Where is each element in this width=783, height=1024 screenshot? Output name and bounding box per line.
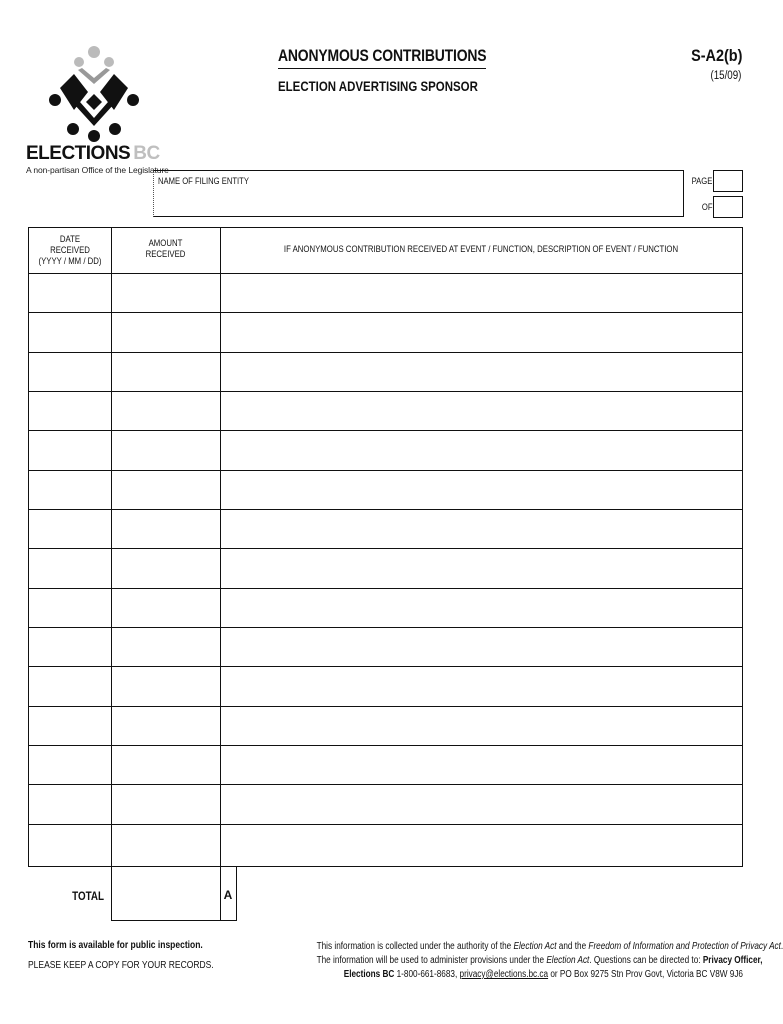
date-received-cell[interactable]	[29, 549, 111, 587]
column-header-date: DATE RECEIVED (YYYY / MM / DD)	[38, 234, 102, 267]
column-header-description: IF ANONYMOUS CONTRIBUTION RECEIVED AT EVENT / FUNCTION, DESCRIPTION OF EVENT / FUNCTION	[283, 244, 679, 255]
event-description-cell[interactable]	[220, 431, 742, 469]
filing-entity-label: NAME OF FILING ENTITY	[158, 176, 249, 186]
page-label: PAGE	[691, 176, 712, 186]
column-header-amount: AMOUNT RECEIVED	[145, 238, 186, 260]
date-received-cell[interactable]	[29, 825, 111, 863]
date-received-cell[interactable]	[29, 274, 111, 312]
keep-copy-notice: PLEASE KEEP A COPY FOR YOUR RECORDS.	[28, 960, 214, 971]
date-received-cell[interactable]	[29, 392, 111, 430]
page-number-field[interactable]	[713, 170, 743, 192]
amount-received-cell[interactable]	[111, 274, 220, 312]
amount-received-cell[interactable]	[111, 746, 220, 784]
contributions-table	[28, 227, 743, 867]
filing-entity-name-field[interactable]	[153, 170, 684, 217]
event-description-cell[interactable]	[220, 628, 742, 666]
privacy-email-link[interactable]: privacy@elections.bc.ca	[459, 969, 549, 980]
amount-received-cell[interactable]	[111, 431, 220, 469]
title-underline	[278, 68, 486, 69]
form-revision: (15/09)	[710, 70, 741, 82]
event-description-cell[interactable]	[220, 510, 742, 548]
privacy-notice-line-3: Elections BC 1-800-661-8683, privacy@elections.bc.ca or PO Box 9275 Stn Prov Govt, Victoria BC V8W 9J6	[343, 969, 743, 980]
date-received-cell[interactable]	[29, 589, 111, 627]
date-received-cell[interactable]	[29, 353, 111, 391]
amount-received-cell[interactable]	[111, 510, 220, 548]
event-description-cell[interactable]	[220, 825, 742, 863]
privacy-notice-line-1: This information is collected under the authority of the Election Act and the Freedom of Information and Protection of Privacy Act.	[316, 941, 783, 952]
of-label: OF	[701, 202, 712, 212]
elections-bc-logo-icon	[48, 44, 140, 144]
privacy-notice-line-2: The information will be used to administer provisions under the Election Act. Questions can be directed to: Privacy Officer,	[316, 955, 763, 966]
event-description-cell[interactable]	[220, 667, 742, 705]
public-inspection-notice: This form is available for public inspection.	[28, 940, 203, 951]
event-description-cell[interactable]	[220, 274, 742, 312]
amount-received-cell[interactable]	[111, 549, 220, 587]
page-total-field[interactable]	[713, 196, 743, 218]
amount-received-cell[interactable]	[111, 707, 220, 745]
date-received-cell[interactable]	[29, 510, 111, 548]
amount-received-cell[interactable]	[111, 667, 220, 705]
amount-received-cell[interactable]	[111, 825, 220, 863]
event-description-cell[interactable]	[220, 549, 742, 587]
amount-received-cell[interactable]	[111, 628, 220, 666]
event-description-cell[interactable]	[220, 589, 742, 627]
date-received-cell[interactable]	[29, 431, 111, 469]
amount-received-cell[interactable]	[111, 589, 220, 627]
brand-name: ELECTIONS BC	[26, 143, 160, 164]
total-label: TOTAL	[72, 889, 104, 903]
amount-received-cell[interactable]	[111, 313, 220, 351]
form-subtitle: ELECTION ADVERTISING SPONSOR	[278, 78, 478, 94]
date-received-cell[interactable]	[29, 667, 111, 705]
total-marker: A	[220, 867, 237, 921]
amount-received-cell[interactable]	[111, 392, 220, 430]
event-description-cell[interactable]	[220, 746, 742, 784]
event-description-cell[interactable]	[220, 785, 742, 823]
event-description-cell[interactable]	[220, 353, 742, 391]
form-title: ANONYMOUS CONTRIBUTIONS	[278, 46, 487, 65]
brand-tagline: A non-partisan Office of the Legislature	[26, 165, 169, 175]
event-description-cell[interactable]	[220, 392, 742, 430]
date-received-cell[interactable]	[29, 471, 111, 509]
event-description-cell[interactable]	[220, 471, 742, 509]
date-received-cell[interactable]	[29, 707, 111, 745]
event-description-cell[interactable]	[220, 707, 742, 745]
date-received-cell[interactable]	[29, 313, 111, 351]
total-amount-field[interactable]	[111, 867, 221, 921]
amount-received-cell[interactable]	[111, 785, 220, 823]
date-received-cell[interactable]	[29, 785, 111, 823]
date-received-cell[interactable]	[29, 746, 111, 784]
event-description-cell[interactable]	[220, 313, 742, 351]
form-code: S-A2(b)	[690, 46, 742, 65]
amount-received-cell[interactable]	[111, 471, 220, 509]
date-received-cell[interactable]	[29, 628, 111, 666]
amount-received-cell[interactable]	[111, 353, 220, 391]
